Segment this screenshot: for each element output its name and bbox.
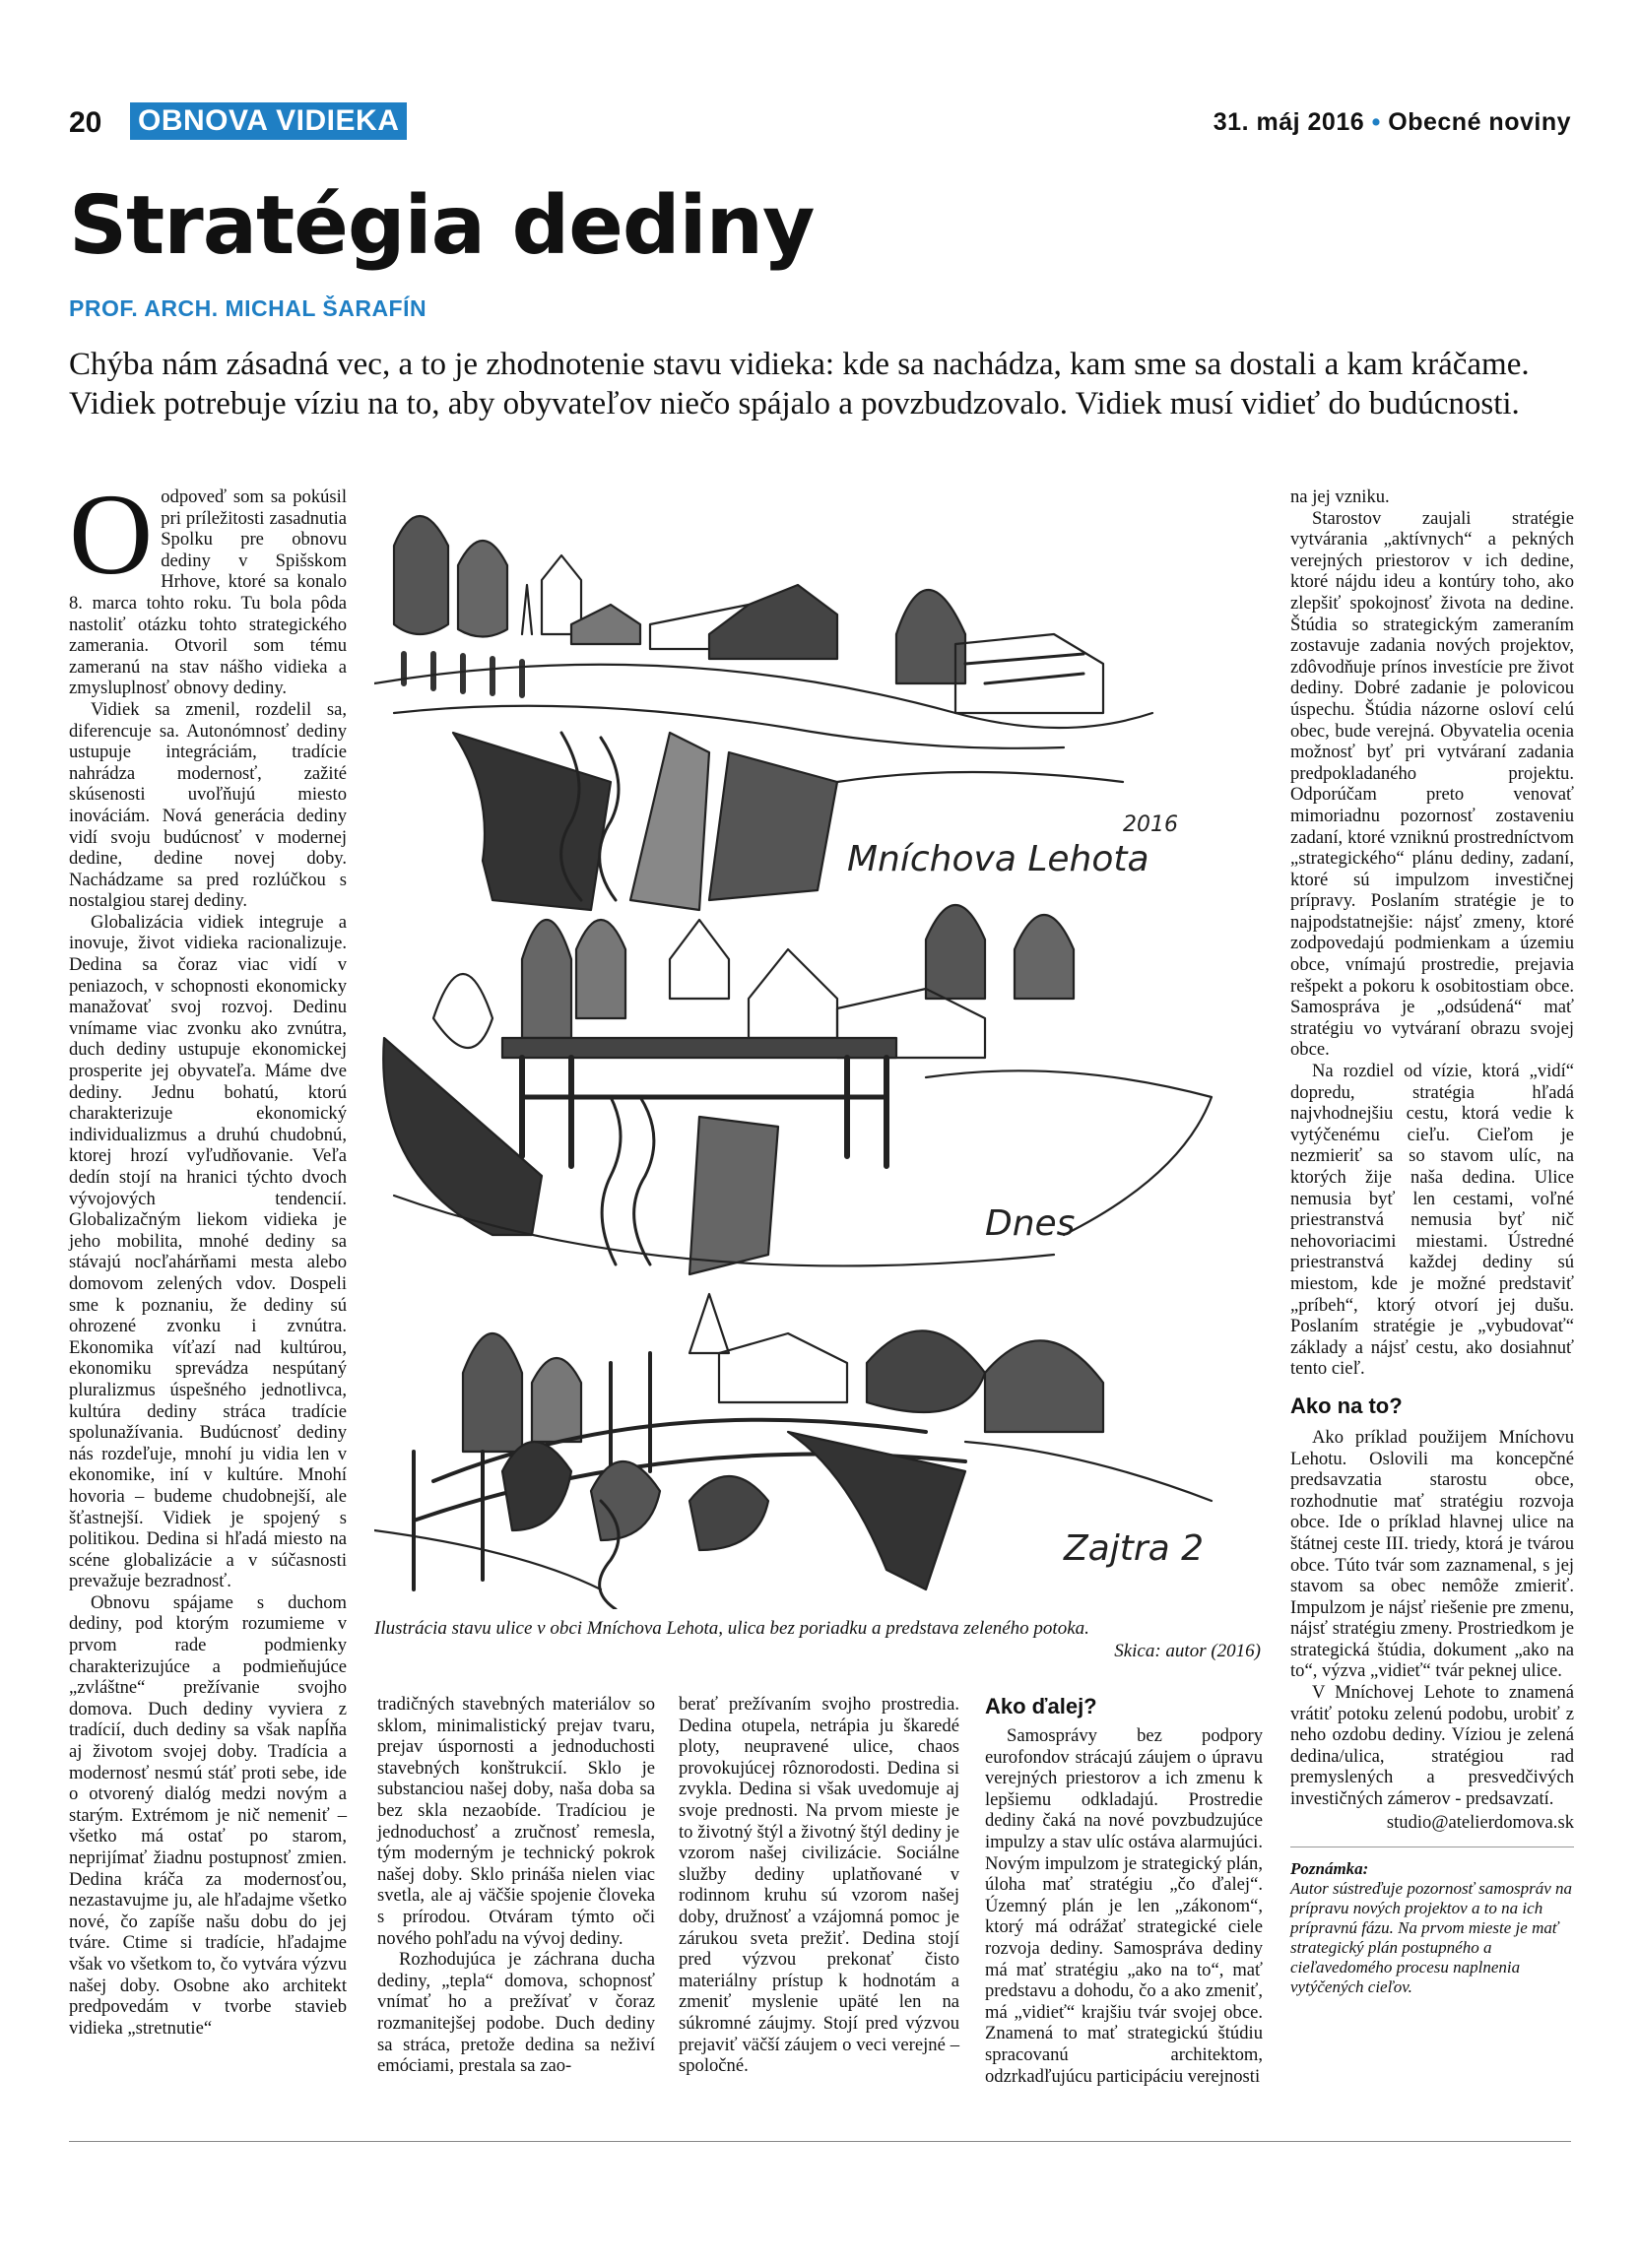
sketch-label-year: 2016: [1123, 812, 1178, 837]
drop-cap: O: [69, 470, 154, 599]
photo-credit: Skica: autor (2016): [1114, 1641, 1261, 1661]
paragraph: V Mníchovej Lehote to znamená vrátiť potoku zelenú podobu, urobiť z neho ozdobu dediny. Víziou je zelená dedina/ulica, stratégiou rad premyslených a presvedčivých investičných zámerov - predsavzatí.: [1290, 1682, 1574, 1810]
paragraph: Vidiek sa zmenil, rozdelil sa, diferencuje sa. Autonómnosť dediny ustupuje integráciám, tradície nahrádza modernosť, zažité skúsenosti uvoľňujú miesto inováciám. Nová generácia dediny vidí svoju budúcnosť v modernej dedine, dedine novej doby. Nachádzame sa pred rozlúčkou s nostalgiou starej dediny.: [69, 698, 347, 912]
paragraph: na jej vzniku.: [1290, 486, 1390, 507]
sketch-label-tomorrow: Zajtra 2: [1064, 1528, 1205, 1569]
column-1: [69, 470, 347, 2039]
paragraph: tradičných stavebných materiálov so sklom, minimalistický prejav tvaru, prejav úspornosti a jednoduchosti stavebných konštrukcií. Sklo je substanciou našej doby, naša doba sa bez skla nezaobíde. Tradíciou je jednoduchosť a zručnosť remesla, tým moderným je technický pokrok našej doby. Sklo prináša nielen viac svetla, ale aj väčšie spojenie človeka s prírodou. Otváram týmto oči nového pohľadu na vývoj dediny.: [377, 1694, 655, 1949]
paragraph-text: odpoveď som sa pokúsil pri príležitosti zasadnutia Spolku pre obnovu dediny v Spišskom Hrhove, ktoré sa konalo 8. marca tohto roku. Tu bola pôda nastoliť otázku tohto strategického zamerania. Otvoril som tému zameranú na stav nášho vidieka a zmysluplnosť obnovy dediny.: [69, 486, 347, 699]
note-text: Autor sústreďuje pozornosť samospráv na prípravu nových projektov a to na ich prípravnú fázu. Na prvom mieste je mať strategický plán postupného a cieľavedomého procesu naplnenia vytýčených cieľov.: [1290, 1879, 1573, 1997]
street-sketch-illustration: [374, 486, 1261, 1609]
paragraph: Obnovu spájame s duchom dediny, pod ktorým rozumieme v prvom rade podmienky charakterizujúce a podmieňujúce „zvláštne“ prežívanie svojho domova. Duch dediny vyviera z tradícií, duch dediny sa však napĺňa aj životom svojej doby. Tradícia a modernosť nesmú stáť proti sebe, ide o otvorený dialóg medzi novým a starým. Extrémom je nič nemeniť – všetko má ostať po starom, neprijímať žiadnu postupnosť zmien. Dedina kráča za modernosťou, nezastavujme ju, ale hľadajme všetko nové, čo zapíše našu dobu do jej tváre. Ctime si tradície, hľadajme však vo všetkom to, čo vytvára výzvu našej doby. Osobne ako architekt predpovedám v tvorbe stavieb vidieka „stretnutie“: [69, 1591, 347, 2039]
paragraph: [69, 470, 347, 699]
page-header: [69, 102, 1571, 142]
sketch-label-village: Mníchova Lehota: [847, 839, 1149, 879]
paragraph: Na rozdiel od vízie, ktorá „vidí“ dopredu, stratégia hľadá najvhodnejšiu cestu, ktorá vedie k vytýčenému cieľu. Cieľom je nezmieriť sa so stavom ulíc, na ktorých žije naša dedina. Ulice nemusia byť len cestami, voľné priestranstvá nemusia byť nič nehovoriacimi miestami. Ústredné priestranstvá každej dediny sú miestom, kde je možné predstaviť „príbeh“, ktorý otvorí jej dušu. Poslaním stratégie je „vybudovať“ základy a nájsť cestu, ako dosiahnuť tento cieľ.: [1290, 1061, 1574, 1380]
paragraph: Globalizácia vidiek integruje a inovuje, život vidieka racionalizuje. Dedina sa čoraz viac vidí v peniazoch, v schopnosti ekonomicky manažovať svoj rozvoj. Dedinu vnímame viac zvonku ako zvnútra, duch dediny ustupuje ekonomickej prosperite jej obyvateľa. Máme dve dediny. Jednu bohatú, ktorú charakterizuje ekonomický individualizmus a druhú chudobnú, ktorej hrozí vyľudňovanie. Veľa dedín stojí na hranici týchto dvoch vývojových tendencií. Globalizačným liekom vidieka je jeho mobilita, mnohé dediny sa stávajú nocľahárňami mesta alebo domovom zelených vdov. Dospeli sme k poznaniu, že dediny sú ohrozené zvonku i zvnútra. Ekonomika víťazí nad kultúrou, ekonomiku sprevádza nespútaný pluralizmus úspešného jednotlivca, kultúra dediny stráca tradície spolunažívania. Budúcnosť dediny nás rozdeľuje, mnohí ju vidia len v ekonomike, iní v kultúre. Mnohí hovoria – budeme chudobnejší, ale šťastnejší. Vidiek je spojený s politikou. Dedina si hľadá miesto na scéne globalizácie a v súčasnosti prevažuje bezradnosť.: [69, 911, 347, 1592]
sketch-panel-vision: [374, 1294, 1212, 1609]
footer-rule: [69, 2141, 1571, 2142]
dateline: [1214, 108, 1571, 137]
page-number: 20: [69, 106, 102, 139]
column-4: [985, 1694, 1263, 2087]
sketch-panel-today: [383, 905, 1212, 1274]
bullet-icon: •: [1364, 108, 1389, 136]
note-label: Poznámka:: [1290, 1859, 1369, 1879]
column-3: [679, 1694, 959, 2077]
column-5: [1290, 486, 1574, 1997]
section-label: OBNOVA VIDIEKA: [130, 102, 407, 140]
paragraph: Ako príklad použijem Mníchovu Lehotu. Oslovili ma koncepčné predsavzatia starostu obce, rozhodnutie mať stratégiu rozvoja obce. Ide o príklad hlavnej ulice na štátnej ceste III. triedy, ktorá je tvárou obce. Túto tvár som zaznamenal, s jej stavom sa obec nemôže zmieriť. Impulzom je nájsť riešenie pre zmenu, nájsť stratégiu zmeny. Prostriedkom je strategická štúdia, dokument „ako na to“, výzva „vidieť“ tvár peknej ulice.: [1290, 1426, 1574, 1682]
sketch-panel-current: [374, 516, 1178, 910]
author-note: [1290, 1847, 1574, 1997]
subheading: Ako ďalej?: [985, 1694, 1097, 1718]
newspaper-name: Obecné noviny: [1388, 108, 1571, 136]
issue-date: 31. máj 2016: [1213, 108, 1365, 136]
figure-caption: [374, 1617, 1261, 1662]
author-email: studio@atelierdomova.sk: [1386, 1811, 1574, 1833]
paragraph: Starostov zaujali stratégie vytvárania „aktívnych“ a pekných verejných priestorov v ich dedine, ktoré nájdu ideu a kontúry toho, ako zlepšiť spokojnosť života na dedine. Štúdia so strategickým zameraním zostavuje zadania nových projektov, zdôvodňuje prínos investície pre život dediny. Dobré zadanie je polovicou úspechu. Štúdia názorne osloví celú obec, bude verejná. Obyvatelia ocenia možnosť byť pri vytváraní zadania predpokladaného projektu. Odporúčam preto venovať mimoriadnu pozornosť zostaveniu zadaní, ktoré vzniknú prostredníctvom „strategického“ plánu dediny, zadaní, ktoré sú impulzom investičnej prípravy. Poslaním stratégie je to najpodstatnejšie: nájsť zmeny, ktoré zodpovedajú podmienkam a územiu obce, vnímajú prostredie, prejavia rešpekt a pokoru k osobitostiam obce. Samospráva je „odsúdená“ mať stratégiu vo vytváraní obrazu svojej obce.: [1290, 507, 1574, 1061]
article-lead: Chýba nám zásadná vec, a to je zhodnotenie stavu vidieka: kde sa nachádza, kam sme sa dostali a kam kráčame. Vidiek potrebuje víziu na to, aby obyvateľov niečo spájalo a povzbudzovalo. Vidiek musí vidieť do budúcnosti.: [69, 347, 1530, 421]
paragraph: Rozhodujúca je záchrana ducha dediny, „tepla“ domova, schopnosť vnímať ho a prežívať v čoraz rozmanitejšej podobe. Duch dediny sa stráca, pretože dedina sa neživí emóciami, prestala sa zao-: [377, 1949, 655, 2077]
sketch-label-today: Dnes: [985, 1203, 1076, 1244]
paragraph: berať prežívaním svojho prostredia. Dedina otupela, netrápia ju škaredé ploty, neupravené ulice, chaos provokujúcej rôznorodosti. Dedina si zvykla. Dedina si však uvedomuje aj svoje prednosti. Na prvom mieste je to životný štýl a životný štýl dediny je vzorom našej civilizácie. Sociálne služby dediny uplatňované v rodinnom kruhu sú vzorom našej doby, družnosť a vzájomná pomoc je zárukou sveta prežiť. Dedina stojí pred výzvou prekonať čisto materiálny prístup k hodnotám a zmeniť myslenie upäté len na súkromné záujmy. Stojí pred výzvou prejaviť väčší záujem o veci verejné – spoločné.: [679, 1694, 959, 2077]
article-author: PROF. ARCH. MICHAL ŠARAFÍN: [69, 295, 427, 321]
column-2: [377, 1694, 655, 2077]
article-title: Stratégia dediny: [69, 179, 815, 273]
subheading: Ako na to?: [1290, 1393, 1403, 1418]
paragraph: Samosprávy bez podpory eurofondov strácajú záujem o úpravu verejných priestorov a ich zmenu k lepšiemu odkladajú. Prostredie dediny čaká na nové povzbudzujúce impulzy a stav ulíc ostáva alarmujúci. Novým impulzom je strategický plán, úloha mať stratégiu „čo ďalej“. Územný plán je len „zákonom“, ktorý má odrážať strategické ciele rozvoja dediny. Samospráva dediny má mať stratégiu „ako na to“, mať predstavu a dohodu, čo a ako zmeniť, má „vidieť“ krajšiu tvár svojej obce. Znamená to mať strategickú štúdiu spracovanú architektom, odzrkadľujúcu participáciu verejnosti: [985, 1725, 1263, 2087]
caption-text: Ilustrácia stavu ulice v obci Mníchova Lehota, ulica bez poriadku a predstava zeleného potoka.: [374, 1618, 1089, 1639]
